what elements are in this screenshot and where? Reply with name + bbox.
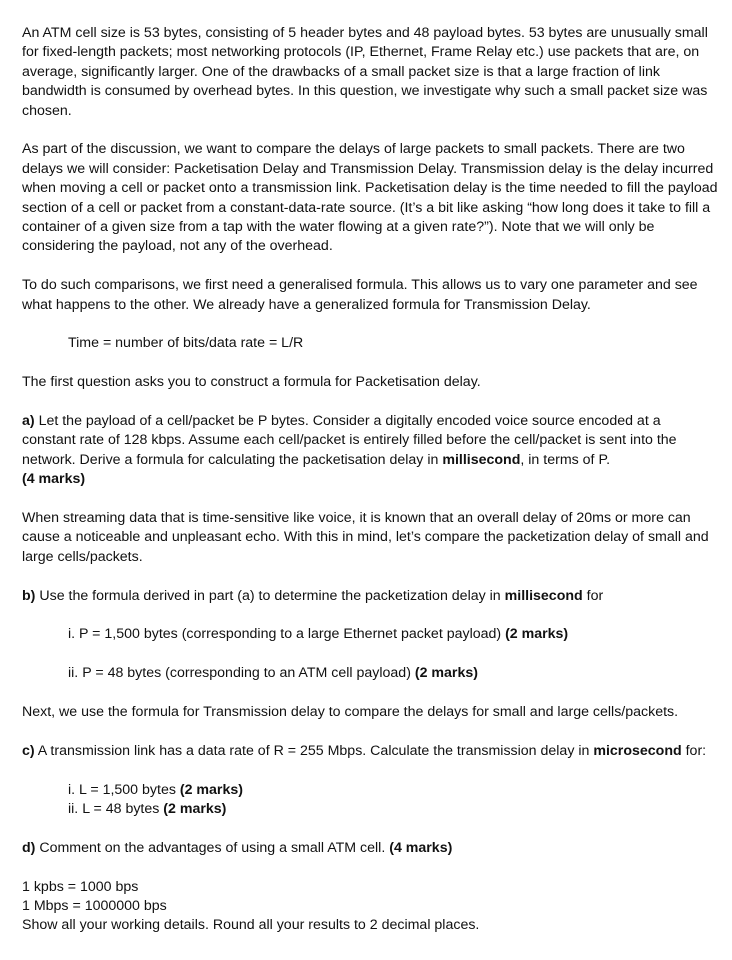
footer-mbps: 1 Mbps = 1000000 bps — [22, 898, 167, 915]
question-a-label: a) — [22, 413, 35, 430]
question-c-items — [22, 781, 718, 820]
intro-paragraph-atm: An ATM cell size is 53 bytes, consisting of 5 header bytes and 48 payload bytes. 53 bytes are unusually small for fixed-length packets; most networking protocols (IP, Ethernet, Frame Relay etc.) use packets that are, on average, significantly larger. One of the drawbacks of a small packet size is that a large fraction of link bandwidth is consumed by overhead bytes. In this question, we investigate why such a small packet size was chosen. — [22, 25, 708, 119]
question-b-unit: millisecond — [504, 587, 583, 604]
intro-paragraph-delays: As part of the discussion, we want to compare the delays of large packets to small packets. There are two delays we will consider: Packetisation Delay and Transmission Delay. Transmission delay is the delay incurred when moving a cell or packet onto a transmission link. Packetisation delay is the time needed to fill the payload section of a cell or packet from a constant-data-rate source. (It’s a bit like asking “how long does it take to fill a container of a given size from a tap with the water flowing at a given rate?”). Note that we will only be considering the payload, not any of the overhead. — [22, 141, 718, 255]
question-a-text: a) Let the payload of a cell/packet be P bytes. Consider a digitally encoded voice source encoded at a constant rate of 128 kbps. Assume each cell/packet is entirely filled before the cell/packet is sent into the network. Derive a formula for calculating the packetisation delay in millisecond, in terms of P. — [22, 413, 677, 468]
question-d-text: d) Comment on the advantages of using a small ATM cell. (4 marks) — [22, 839, 453, 856]
question-b-text: b) Use the formula derived in part (a) to determine the packetization delay in millisecond for — [22, 587, 604, 604]
question-c-label: c) — [22, 742, 35, 759]
question-a-unit: millisecond — [442, 451, 521, 468]
question-d-marks: (4 marks) — [389, 839, 453, 856]
footer-kbps: 1 kpbs = 1000 bps — [22, 878, 139, 895]
question-a — [22, 412, 718, 490]
question-b-item-2: ii. P = 48 bytes (corresponding to an ATM cell payload) (2 marks) — [68, 665, 478, 682]
intro-paragraph-formula: To do such comparisons, we first need a generalised formula. This allows us to vary one parameter and see what happens to the other. We already have a generalized formula for Transmission Delay. — [22, 277, 698, 313]
question-c-item-1: i. L = 1,500 bytes (2 marks) — [68, 781, 243, 798]
question-c-text: c) A transmission link has a data rate of R = 255 Mbps. Calculate the transmission delay in microsecond for: — [22, 742, 707, 759]
question-c-unit: microsecond — [593, 742, 682, 759]
next-paragraph: Next, we use the formula for Transmission delay to compare the delays for small and large cells/packets. — [22, 704, 679, 721]
intro-paragraph-first-question: The first question asks you to construct a formula for Packetisation delay. — [22, 374, 481, 391]
echo-paragraph: When streaming data that is time-sensitive like voice, it is known that an overall delay of 20ms or more can cause a noticeable and unpleasant echo. With this in mind, let’s compare the packetization delay of small and large cells/packets. — [22, 510, 709, 565]
question-c-item-2: ii. L = 48 bytes (2 marks) — [68, 801, 227, 818]
question-a-marks: (4 marks) — [22, 471, 86, 488]
footer-notes — [22, 878, 718, 936]
footer-instructions: Show all your working details. Round all your results to 2 decimal places. — [22, 917, 480, 934]
transmission-formula: Time = number of bits/data rate = L/R — [68, 335, 304, 352]
question-d-label: d) — [22, 839, 36, 856]
question-b-label: b) — [22, 587, 36, 604]
question-b-item-1: i. P = 1,500 bytes (corresponding to a large Ethernet packet payload) (2 marks) — [68, 626, 569, 643]
